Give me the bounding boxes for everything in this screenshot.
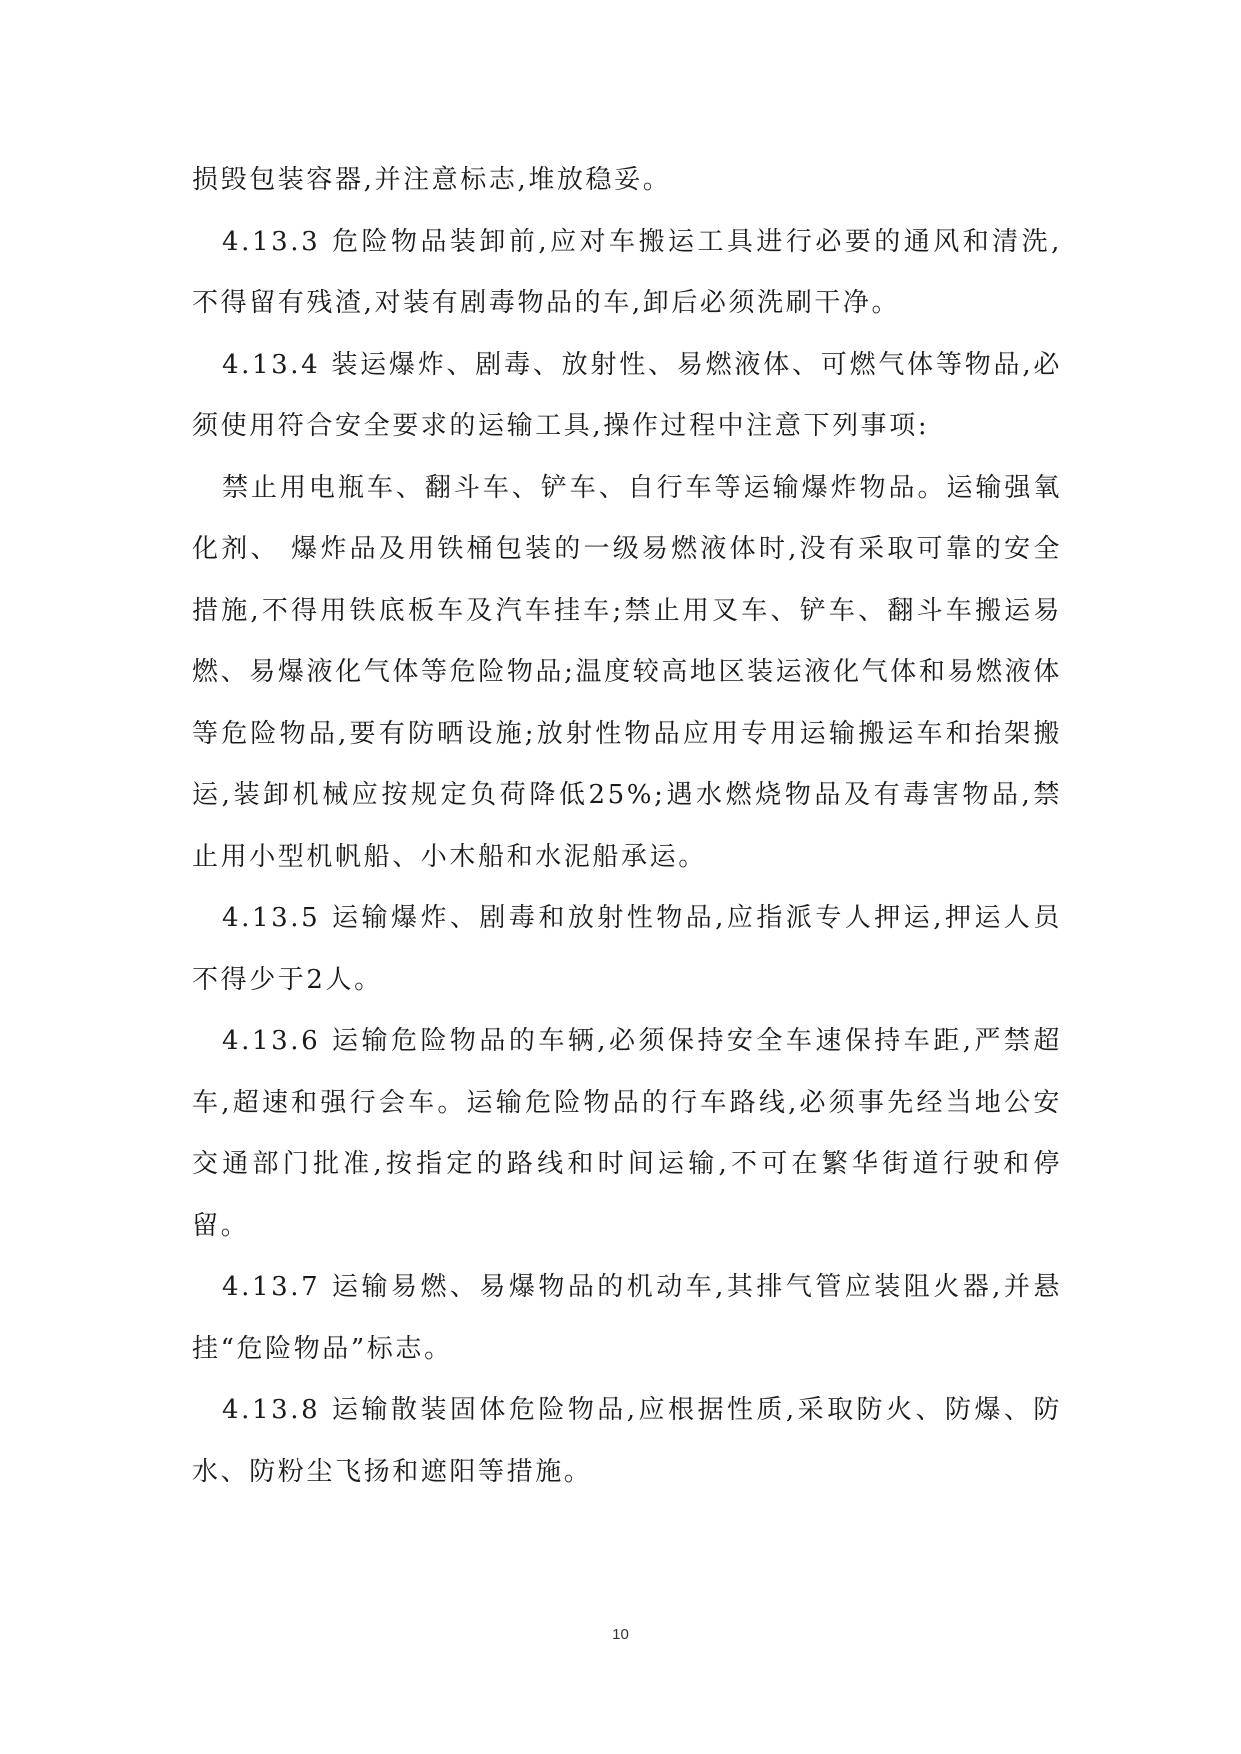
- paragraph-4-13-7: 4.13.7 运输易燃、易爆物品的机动车,其排气管应装阻火器,并悬挂“危险物品”标志。: [192, 1272, 1062, 1364]
- paragraph-4-13-5: 4.13.5 运输爆炸、剧毒和放射性物品,应指派专人押运,押运人员不得少于2人。: [192, 903, 1062, 995]
- paragraph-4-13-6: 4.13.6 运输危险物品的车辆,必须保持安全车速保持车距,严禁超车,超速和强行会车。运输危险物品的行车路线,必须事先经当地公安交通部门批准,按指定的路线和时间运输,不可在繁华街道行驶和停留。: [192, 1026, 1062, 1241]
- page-number: 10: [612, 1626, 629, 1643]
- paragraph: 损毁包装容器,并注意标志,堆放稳妥。: [192, 165, 672, 195]
- paragraph-4-13-8: 4.13.8 运输散装固体危险物品,应根据性质,采取防火、防爆、防水、防粉尘飞扬和遮阳等措施。: [192, 1395, 1062, 1487]
- document-body: [192, 150, 1062, 1503]
- paragraph-prohibitions: 禁止用电瓶车、翻斗车、铲车、自行车等运输爆炸物品。运输强氧化剂、 爆炸品及用铁桶包装的一级易燃液体时,没有采取可靠的安全措施,不得用铁底板车及汽车挂车;禁止用叉车、铲车、翻斗车搬运易燃、易爆液化气体等危险物品;温度较高地区装运液化气体和易燃液体等危险物品,要有防晒设施;放射性物品应用专用运输搬运车和抬架搬运,装卸机械应按规定负荷降低25%;遇水燃烧物品及有毒害物品,禁止用小型机帆船、小木船和水泥船承运。: [192, 472, 1062, 872]
- paragraph-4-13-4: 4.13.4 装运爆炸、剧毒、放射性、易燃液体、可燃气体等物品,必须使用符合安全要求的运输工具,操作过程中注意下列事项:: [192, 349, 1062, 441]
- paragraph-4-13-3: 4.13.3 危险物品装卸前,应对车搬运工具进行必要的通风和清洗,不得留有残渣,对装有剧毒物品的车,卸后必须洗刷干净。: [192, 226, 1062, 318]
